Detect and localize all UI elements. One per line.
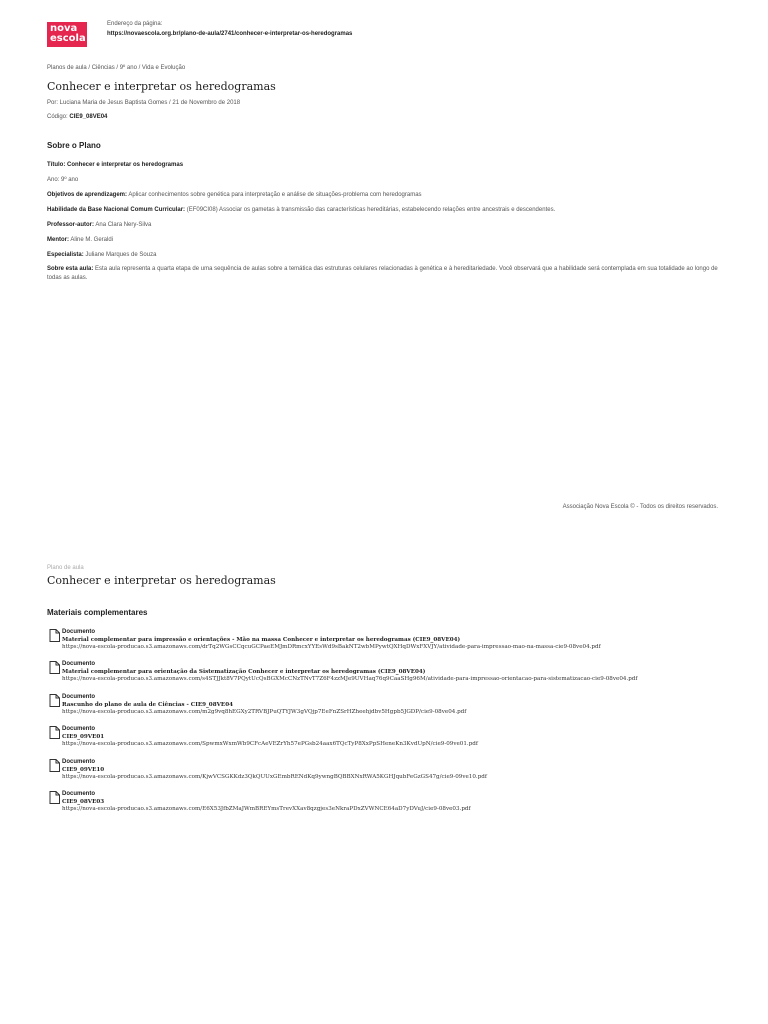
document-url[interactable]: https://nova-escola-producao.s3.amazonaws.com/drTq2WGsCCqcuGCPaeEMJmDRmcxYYEsWd9sBakNT2wbMPywtQXHqDWxFXVJY/atividade-para-impressao-mao-na-massa-cie9-08ve04.pdf: [62, 644, 601, 651]
field-professor: [47, 221, 727, 230]
document-title: Rascunho do plano de aula de Ciências - CIE9_08VE04: [62, 701, 233, 708]
document-title: CIE9_09VE10: [62, 766, 105, 773]
document-type: Documento: [62, 661, 95, 667]
document-icon: [49, 759, 60, 772]
document-title: Material complementar para orientação da Sistematização Conhecer e interpretar os heredogramas (CIE9_08VE04): [62, 668, 426, 675]
document-url[interactable]: https://nova-escola-producao.s3.amazonaws.com/s4STJJkt8V7PQytUcQsBGXMcCNzTNvT7Z6F4zzMJe9UVHaq76q9CaaSHg96M/atividade-para-impressao-orientacao-para-sistematizacao-cie9-08ve04.pdf: [62, 676, 638, 683]
document-type: Documento: [62, 694, 95, 700]
document-icon: [49, 629, 60, 642]
field-ano: [47, 176, 727, 185]
field-habilidade: [47, 206, 727, 215]
document-url[interactable]: https://nova-escola-producao.s3.amazonaws.com/SpwmxWxmWb9CFcAeVEZrYh57ePGsb24aax6TQcTyP8XxPpSHeneKn3KvdUpN/cie9-09ve01.pdf: [62, 741, 478, 748]
field-value: Aplicar conhecimentos sobre genética para interpretação e análise de situações-problema com heredogramas: [127, 192, 422, 198]
document-item[interactable]: [47, 694, 737, 722]
field-value: Juliane Marques de Souza: [83, 252, 157, 258]
document-item[interactable]: [47, 759, 737, 787]
document-icon: [49, 791, 60, 804]
section-heading-sobre: Sobre o Plano: [47, 141, 101, 150]
document-icon: [49, 694, 60, 707]
logo-line-1: nova: [50, 23, 78, 34]
field-label: Mentor:: [47, 237, 69, 243]
field-objetivos: [47, 191, 727, 200]
field-label: Título: Conhecer e interpretar os heredogramas: [47, 162, 184, 168]
field-label: Objetivos de aprendizagem:: [47, 192, 128, 198]
plano-label: Plano de aula: [47, 565, 84, 571]
nova-escola-logo[interactable]: [47, 22, 87, 47]
field-label: Sobre esta aula:: [47, 266, 94, 272]
document-icon: [49, 661, 60, 674]
document-item[interactable]: [47, 791, 737, 819]
document-title: CIE9_08VE03: [62, 798, 105, 805]
field-value: Ano: 9º ano: [47, 177, 79, 183]
field-value: (EF09CI08) Associar os gametas à transmissão das características hereditárias, estabelecendo relações entre ancestrais e descendentes.: [185, 207, 556, 213]
document-item[interactable]: [47, 661, 737, 689]
document-item[interactable]: [47, 726, 737, 754]
document-url[interactable]: https://nova-escola-producao.s3.amazonaws.com/KjwVCSGKKdz3QkQUUxGEmbRENdKq9ywngBQBBXNxRWA5KGHJqubFeGzGS47g/cie9-09ve10.pdf: [62, 774, 487, 781]
field-value: Aline M. Geraldi: [69, 237, 114, 243]
document-title: CIE9_09VE01: [62, 733, 105, 740]
document-url[interactable]: https://nova-escola-producao.s3.amazonaws.com/E6X53JfbZMaJWmBREYmsTrevXXav8qzgjes3eNkraPDxZVWNCE64aD7yDVuJ/cie9-08ve03.pdf: [62, 806, 471, 813]
author-line: Por: Luciana Maria de Jesus Baptista Gomes / 21 de Novembro de 2018: [47, 100, 241, 106]
field-titulo: [47, 161, 727, 170]
document-type: Documento: [62, 726, 95, 732]
field-value: Esta aula representa a quarta etapa de uma sequência de aulas sobre a temática das estruturas celulares relacionadas à genética e à hereditariedade. Você observará que a habilidade será contemplada em sua totalidade ao longo de todas as aulas.: [47, 266, 718, 281]
address-label: Endereço da página:: [107, 21, 163, 27]
field-label: Especialista:: [47, 252, 84, 258]
page-title-2: Conhecer e interpretar os heredogramas: [47, 574, 276, 587]
document-title: Material complementar para impressão e orientações - Mão na massa Conhecer e interpretar os heredogramas (CIE9_08VE04): [62, 636, 461, 643]
footer-copyright: Associação Nova Escola © - Todos os direitos reservados.: [562, 504, 718, 510]
page-title: Conhecer e interpretar os heredogramas: [47, 80, 276, 93]
section-heading-materiais: Materiais complementares: [47, 608, 148, 617]
field-label: Professor-autor:: [47, 222, 95, 228]
document-type: Documento: [62, 629, 95, 635]
field-mentor: [47, 236, 727, 245]
document-url[interactable]: https://nova-escola-producao.s3.amazonaws.com/m2g9vq8hEGXy2TRVBJPuQTYJW3gVQjp7EeFnZSrHZheehjdbv5Hgpb5JGDP/cie9-08ve04.pdf: [62, 709, 467, 716]
code-value: CIE9_08VE04: [69, 114, 108, 120]
breadcrumb[interactable]: Planos de aula / Ciências / 9º ano / Vida e Evolução: [47, 65, 186, 71]
logo-line-2: escola: [50, 33, 86, 44]
field-value: Ana Clara Nery-Silva: [94, 222, 152, 228]
document-icon: [49, 726, 60, 739]
code-line: [47, 114, 107, 120]
document-type: Documento: [62, 759, 95, 765]
field-sobre-aula: [47, 265, 727, 283]
address-url[interactable]: https://novaescola.org.br/plano-de-aula/2741/conhecer-e-interpretar-os-heredogramas: [107, 31, 353, 37]
document-type: Documento: [62, 791, 95, 797]
field-especialista: [47, 251, 727, 260]
document-item[interactable]: [47, 629, 737, 657]
field-label: Habilidade da Base Nacional Comum Curricular:: [47, 207, 186, 213]
code-label: Código:: [47, 114, 70, 120]
